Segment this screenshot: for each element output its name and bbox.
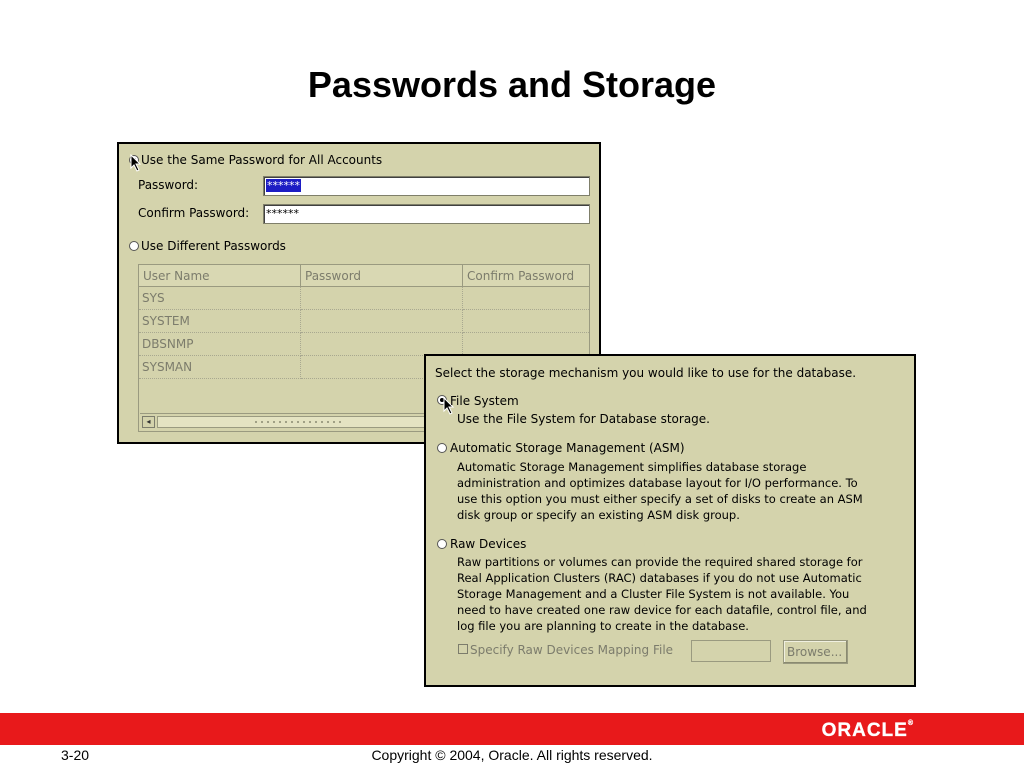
page-number: 3-20	[61, 747, 90, 763]
scroll-track[interactable]	[157, 416, 437, 428]
asm-label: Automatic Storage Management (ASM)	[450, 441, 685, 455]
asm-description-line: administration and optimizes database layout for I/O performance. To	[457, 476, 858, 490]
asm-description-line: use this option you must either specify a set of disks to create an ASM	[457, 492, 863, 506]
copyright-text: Copyright © 2004, Oracle. All rights reserved.	[371, 747, 653, 763]
mapping-file-checkbox[interactable]	[458, 644, 468, 654]
slide-title: Passwords and Storage	[307, 64, 717, 105]
storage-panel	[424, 354, 916, 687]
file-system-label: File System	[450, 394, 519, 408]
password-input[interactable]	[263, 176, 590, 196]
password-value: ******	[267, 179, 300, 192]
storage-prompt: Select the storage mechanism you would like to use for the database.	[435, 366, 857, 380]
table-cell-user-name: SYS	[139, 287, 301, 310]
raw-devices-description-line: Raw partitions or volumes can provide the required shared storage for	[457, 555, 863, 569]
raw-devices-description-line: need to have created one raw device for each datafile, control file, and	[457, 603, 867, 617]
different-passwords-radio[interactable]	[129, 241, 139, 251]
raw-devices-description-line: Storage Management and a Cluster File System is not available. You	[457, 587, 850, 601]
password-label: Password:	[138, 178, 199, 192]
mapping-file-checkbox-label: Specify Raw Devices Mapping File	[470, 643, 674, 657]
raw-devices-description-line: log file you are planning to create in the database.	[457, 619, 749, 633]
table-cell-user-name: DBSNMP	[139, 333, 301, 356]
different-passwords-label: Use Different Passwords	[141, 239, 286, 253]
column-header-user-name[interactable]: User Name	[139, 265, 301, 287]
footer-bar	[0, 713, 1024, 745]
oracle-logo: ORACLE®	[821, 720, 914, 741]
file-system-description: Use the File System for Database storage.	[457, 412, 710, 426]
table-cell-confirm-password[interactable]	[463, 287, 589, 310]
raw-devices-description-line: Real Application Clusters (RAC) databases if you do not use Automatic	[457, 571, 862, 585]
raw-devices-label: Raw Devices	[450, 537, 527, 551]
confirm-password-input[interactable]	[263, 204, 590, 224]
asm-description-line: disk group or specify an existing ASM disk group.	[457, 508, 740, 522]
asm-radio[interactable]	[437, 443, 447, 453]
column-header-confirm-password[interactable]: Confirm Password	[463, 265, 589, 287]
table-cell-confirm-password[interactable]	[463, 333, 589, 356]
same-password-label: Use the Same Password for All Accounts	[141, 153, 383, 167]
mapping-file-input[interactable]	[691, 640, 771, 662]
table-cell-password[interactable]	[301, 333, 463, 356]
raw-devices-radio[interactable]	[437, 539, 447, 549]
table-cell-confirm-password[interactable]	[463, 310, 589, 333]
table-cell-user-name: SYSMAN	[139, 356, 301, 379]
table-cell-user-name: SYSTEM	[139, 310, 301, 333]
asm-description-line: Automatic Storage Management simplifies database storage	[457, 460, 807, 474]
confirm-password-value: ******	[266, 207, 299, 220]
confirm-password-label: Confirm Password:	[138, 206, 250, 220]
table-cell-password[interactable]	[301, 310, 463, 333]
browse-button[interactable]: Browse...	[783, 640, 848, 664]
column-header-password[interactable]: Password	[301, 265, 463, 287]
scroll-grip-icon[interactable]	[253, 419, 343, 425]
table-cell-password[interactable]	[301, 287, 463, 310]
scroll-left-button[interactable]: ◂	[142, 416, 155, 428]
